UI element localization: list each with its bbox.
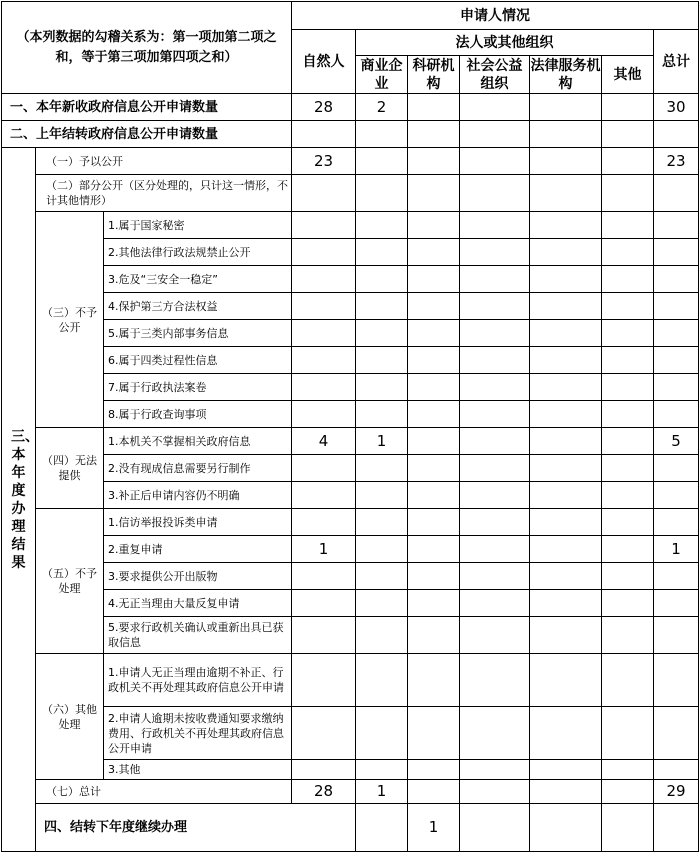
value-cell [356,482,408,509]
value-cell [530,654,602,707]
value-cell [460,536,530,563]
value-cell [408,780,460,804]
value-cell [460,293,530,320]
table-row [2,482,699,509]
table-row [2,148,699,175]
note-cell: （本列数据的勾稽关系为：第一项加第二项之和，等于第三项加第四项之和） [2,2,292,94]
value-cell [408,266,460,293]
value-cell [654,760,699,780]
row-label: 3.要求提供公开出版物 [104,563,292,590]
value-cell [530,293,602,320]
table-row [2,121,699,148]
value-cell [292,760,356,780]
table-row [2,707,699,760]
value-cell [292,590,356,617]
value-cell [460,94,530,121]
value-cell [602,293,654,320]
row-label: 3.补正后申请内容仍不明确 [104,482,292,509]
table-row [2,401,699,428]
value-cell [654,455,699,482]
value-cell [460,428,530,455]
value-cell [460,121,530,148]
table-row [2,320,699,347]
value-cell [654,654,699,707]
value-cell [408,760,460,780]
value-cell [408,293,460,320]
value-cell [408,482,460,509]
value-cell [292,320,356,347]
value-cell [530,617,602,654]
table-row [2,509,699,536]
col-header-research: 科研机构 [408,56,460,94]
table-row [2,760,699,780]
value-cell [460,617,530,654]
value-cell [602,804,654,852]
table-row [2,428,699,455]
value-cell [356,536,408,563]
table-row [2,293,699,320]
row-label: 4.无正当理由大量反复申请 [104,590,292,617]
col-header-business: 商业企业 [356,56,408,94]
value-cell [530,347,602,374]
value-cell [530,374,602,401]
value-cell [602,428,654,455]
value-cell [602,94,654,121]
value-cell [602,760,654,780]
value-cell [408,121,460,148]
value-cell [356,401,408,428]
row-label: 8.属于行政查询事项 [104,401,292,428]
value-cell: 1 [408,804,460,852]
table-row [2,590,699,617]
total-header: 总计 [654,30,699,94]
value-cell [654,707,699,760]
value-cell [654,175,699,212]
value-cell [530,148,602,175]
row-label: 1.属于国家秘密 [104,212,292,239]
value-cell: 28 [292,94,356,121]
value-cell [292,654,356,707]
value-cell [292,293,356,320]
value-cell [460,175,530,212]
value-cell: 5 [654,428,699,455]
value-cell [530,121,602,148]
value-cell [602,536,654,563]
row-label: 2.没有现成信息需要另行制作 [104,455,292,482]
value-cell [530,482,602,509]
value-cell [460,563,530,590]
table-row [2,374,699,401]
value-cell [530,563,602,590]
value-cell: 1 [654,536,699,563]
value-cell [408,239,460,266]
value-cell [654,293,699,320]
value-cell [602,617,654,654]
row-label: 1.本机关不掌握相关政府信息 [104,428,292,455]
value-cell [530,212,602,239]
value-cell: 1 [356,780,408,804]
table-row [2,212,699,239]
value-cell [602,563,654,590]
value-cell: 1 [356,428,408,455]
value-cell: 29 [654,780,699,804]
value-cell [460,374,530,401]
value-cell [530,175,602,212]
value-cell [408,374,460,401]
value-cell [292,455,356,482]
value-cell [408,617,460,654]
value-cell [356,121,408,148]
col-header-legal-service: 法律服务机构 [530,57,601,92]
row-label: 二、上年结转政府信息公开申请数量 [2,121,292,148]
row-label: （二）部分公开（区分处理的，只计这一情形，不计其他情形） [36,175,292,212]
value-cell [530,320,602,347]
value-cell [460,401,530,428]
value-cell [356,320,408,347]
table-row [2,563,699,590]
value-cell [356,374,408,401]
row-label: 2.申请人逾期未按收费通知要求缴纳费用、行政机关不再处理其政府信息公开申请 [104,707,292,760]
value-cell [530,94,602,121]
value-cell [602,780,654,804]
value-cell [292,509,356,536]
value-cell [292,347,356,374]
table-row [2,266,699,293]
value-cell [408,654,460,707]
value-cell [460,707,530,760]
value-cell [602,455,654,482]
row-label: 1.信访举报投诉类申请 [104,509,292,536]
value-cell [408,707,460,760]
applicant-header: 申请人情况 [292,2,699,30]
value-cell: 4 [292,428,356,455]
value-cell [530,780,602,804]
value-cell [530,509,602,536]
table-row [2,239,699,266]
value-cell [292,374,356,401]
value-cell [356,804,408,852]
value-cell [408,536,460,563]
value-cell [530,455,602,482]
value-cell [602,320,654,347]
value-cell [460,320,530,347]
natural-person-header: 自然人 [292,30,356,94]
value-cell [292,401,356,428]
value-cell [602,212,654,239]
value-cell [356,590,408,617]
row-label: （七）总计 [36,780,292,804]
row-label: 7.属于行政执法案卷 [104,374,292,401]
row-label: 一、本年新收政府信息公开申请数量 [2,94,292,121]
table-row [2,617,699,654]
value-cell [530,590,602,617]
value-cell [460,455,530,482]
value-cell [460,509,530,536]
value-cell [602,401,654,428]
table-row [2,804,699,852]
value-cell [292,175,356,212]
value-cell [654,804,699,852]
value-cell [460,239,530,266]
value-cell [654,563,699,590]
value-cell [654,266,699,293]
value-cell [356,266,408,293]
group-label: （六）其他处理 [36,654,104,780]
row-label: 四、结转下年度继续办理 [36,804,356,852]
value-cell [602,654,654,707]
value-cell [460,780,530,804]
col-header-public-welfare: 社会公益组织 [460,56,530,94]
value-cell [408,563,460,590]
value-cell [356,563,408,590]
value-cell [356,148,408,175]
row-label: 1.申请人无正当理由逾期不补正、行政机关不再处理其政府信息公开申请 [104,654,292,707]
table-row [2,347,699,374]
value-cell [460,482,530,509]
value-cell [602,374,654,401]
value-cell [602,121,654,148]
value-cell [602,347,654,374]
legal-org-header: 法人或其他组织 [356,30,654,56]
value-cell [292,121,356,148]
value-cell [356,654,408,707]
value-cell [356,293,408,320]
value-cell [356,509,408,536]
value-cell [530,239,602,266]
table-row [2,780,699,804]
row-label: （一）予以公开 [36,148,292,175]
table-row [2,455,699,482]
section-three-label: 三、本年度办理结果 [2,148,36,852]
value-cell [530,536,602,563]
value-cell [602,266,654,293]
group-label: （五）不予处理 [36,509,104,654]
value-cell [408,175,460,212]
value-cell [654,320,699,347]
value-cell [654,617,699,654]
value-cell [602,509,654,536]
value-cell [408,148,460,175]
value-cell [356,707,408,760]
value-cell [654,347,699,374]
value-cell [292,563,356,590]
value-cell [408,428,460,455]
row-label: 4.保护第三方合法权益 [104,293,292,320]
value-cell [408,590,460,617]
table-row [2,654,699,707]
value-cell [654,121,699,148]
value-cell [460,212,530,239]
row-label: 2.重复申请 [104,536,292,563]
value-cell [654,374,699,401]
table-row [2,175,699,212]
value-cell [530,266,602,293]
col-header-other: 其他 [602,56,654,94]
value-cell [460,347,530,374]
value-cell: 1 [292,536,356,563]
value-cell [602,148,654,175]
value-cell [408,347,460,374]
value-cell [292,239,356,266]
value-cell [408,401,460,428]
group-label: （四）无法提供 [36,428,104,509]
value-cell [460,590,530,617]
row-label: 5.属于三类内部事务信息 [104,320,292,347]
value-cell [292,266,356,293]
value-cell [460,148,530,175]
value-cell [292,482,356,509]
group-label: （三）不予公开 [36,212,104,428]
value-cell [460,266,530,293]
value-cell [654,509,699,536]
value-cell [356,212,408,239]
value-cell [654,212,699,239]
value-cell [292,707,356,760]
value-cell [460,804,530,852]
value-cell [408,94,460,121]
value-cell [356,347,408,374]
value-cell [530,760,602,780]
value-cell: 23 [292,148,356,175]
value-cell: 23 [654,148,699,175]
row-label: 6.属于四类过程性信息 [104,347,292,374]
value-cell [602,239,654,266]
value-cell [654,590,699,617]
value-cell [408,212,460,239]
value-cell [356,760,408,780]
value-cell: 2 [356,94,408,121]
value-cell [530,428,602,455]
row-label: 2.其他法律行政法规禁止公开 [104,239,292,266]
value-cell [530,707,602,760]
value-cell: 30 [654,94,699,121]
value-cell [654,401,699,428]
value-cell [602,175,654,212]
value-cell [654,482,699,509]
value-cell: 28 [292,780,356,804]
value-cell [292,212,356,239]
value-cell [654,239,699,266]
value-cell [292,617,356,654]
value-cell [602,590,654,617]
row-label: 3.其他 [104,760,292,780]
value-cell [408,320,460,347]
value-cell [408,455,460,482]
value-cell [356,617,408,654]
disclosure-table [1,1,699,852]
table-row [2,94,699,121]
row-label: 3.危及“三安全一稳定” [104,266,292,293]
value-cell [530,401,602,428]
value-cell [460,760,530,780]
value-cell [602,482,654,509]
value-cell [460,654,530,707]
row-label: 5.要求行政机关确认或重新出具已获取信息 [104,617,292,654]
table-row [2,536,699,563]
value-cell [356,239,408,266]
value-cell [602,707,654,760]
value-cell [356,175,408,212]
value-cell [408,509,460,536]
value-cell [356,455,408,482]
value-cell [530,804,602,852]
